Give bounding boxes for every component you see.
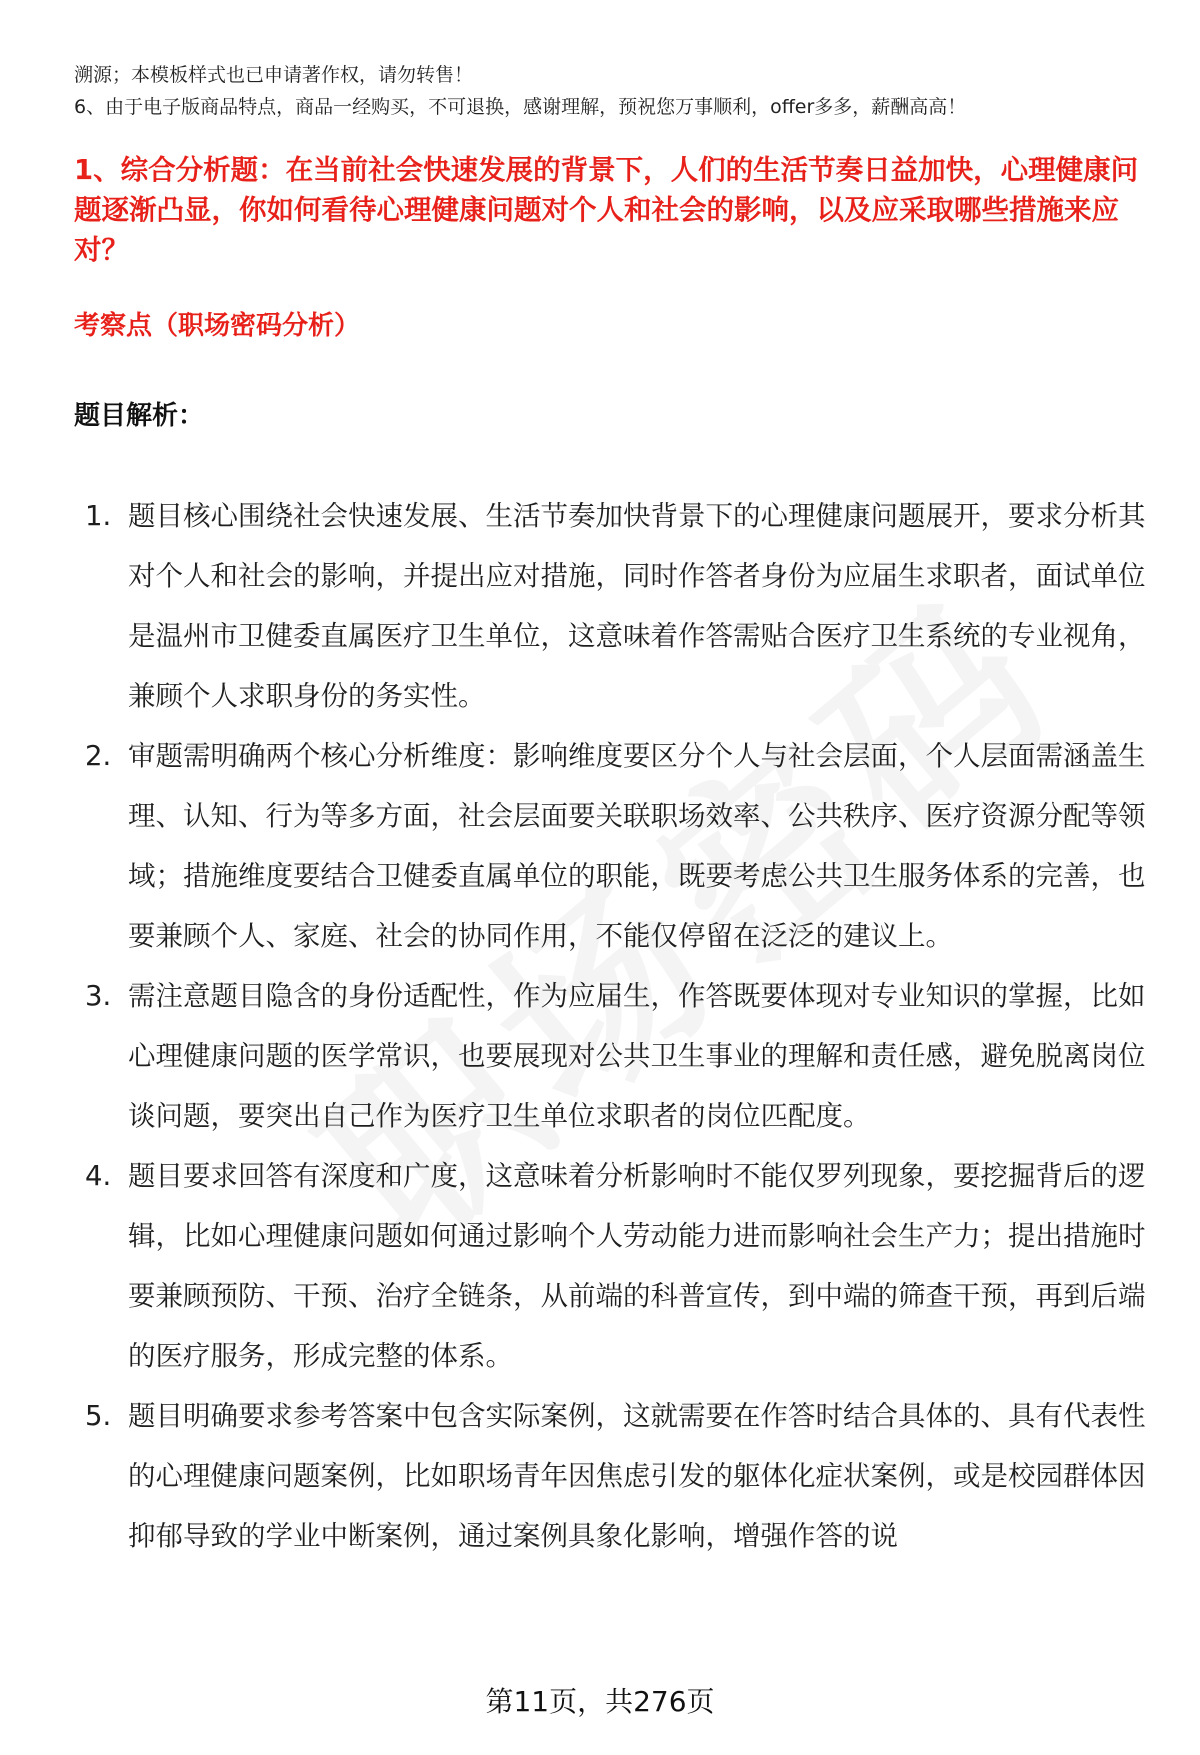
- list-item-text: 题目明确要求参考答案中包含实际案例，这就需要在作答时结合具体的、具有代表性的心理健康问题案例，比如职场青年因焦虑引发的躯体化症状案例，或是校园群体因抑郁导致的学业中断案例，通过案例具象化影响，增强作答的说: [128, 1400, 1146, 1552]
- list-item-number: 2.: [85, 740, 112, 772]
- list-item: [74, 726, 1154, 966]
- list-item-text: 审题需明确两个核心分析维度：影响维度要区分个人与社会层面，个人层面需涵盖生理、认知、行为等多方面，社会层面要关联职场效率、公共秩序、医疗资源分配等领域；措施维度要结合卫健委直属单位的职能，既要考虑公共卫生服务体系的完善，也要兼顾个人、家庭、社会的协同作用，不能仅停留在泛泛的建议上。: [128, 740, 1146, 952]
- list-item-number: 4.: [85, 1160, 112, 1192]
- notice-line-1: 溯源；本模板样式也已申请著作权，请勿转售！: [74, 64, 474, 86]
- page-number: 第11页，共276页: [485, 1685, 715, 1718]
- question-title: 1、综合分析题：在当前社会快速发展的背景下，人们的生活节奏日益加快，心理健康问题逐渐凸显，你如何看待心理健康问题对个人和社会的影响，以及应采取哪些措施来应对？: [74, 154, 1139, 266]
- list-item: [74, 1146, 1154, 1386]
- list-item: [74, 486, 1154, 726]
- list-item: [74, 1386, 1154, 1566]
- notice-line-2: 6、由于电子版商品特点，商品一经购买，不可退换，感谢理解，预祝您万事顺利，offer多多，薪酬高高！: [74, 96, 967, 118]
- list-item-number: 1.: [85, 500, 112, 532]
- list-item-text: 题目要求回答有深度和广度，这意味着分析影响时不能仅罗列现象，要挖掘背后的逻辑，比如心理健康问题如何通过影响个人劳动能力进而影响社会生产力；提出措施时要兼顾预防、干预、治疗全链条，从前端的科普宣传，到中端的筛查干预，再到后端的医疗服务，形成完整的体系。: [128, 1160, 1146, 1372]
- list-item-text: 需注意题目隐含的身份适配性，作为应届生，作答既要体现对专业知识的掌握，比如心理健康问题的医学常识，也要展现对公共卫生事业的理解和责任感，避免脱离岗位谈问题，要突出自己作为医疗卫生单位求职者的岗位匹配度。: [128, 980, 1146, 1132]
- analysis-heading: 题目解析：: [74, 401, 205, 431]
- list-item-number: 3.: [85, 980, 112, 1012]
- analysis-list: [74, 486, 1154, 1566]
- list-item-text: 题目核心围绕社会快速发展、生活节奏加快背景下的心理健康问题展开，要求分析其对个人和社会的影响，并提出应对措施，同时作答者身份为应届生求职者，面试单位是温州市卫健委直属医疗卫生单位，这意味着作答需贴合医疗卫生系统的专业视角，兼顾个人求职身份的务实性。: [128, 500, 1146, 712]
- exam-point-heading: 考察点（职场密码分析）: [74, 311, 361, 341]
- list-item: [74, 966, 1154, 1146]
- list-item-number: 5.: [85, 1400, 112, 1432]
